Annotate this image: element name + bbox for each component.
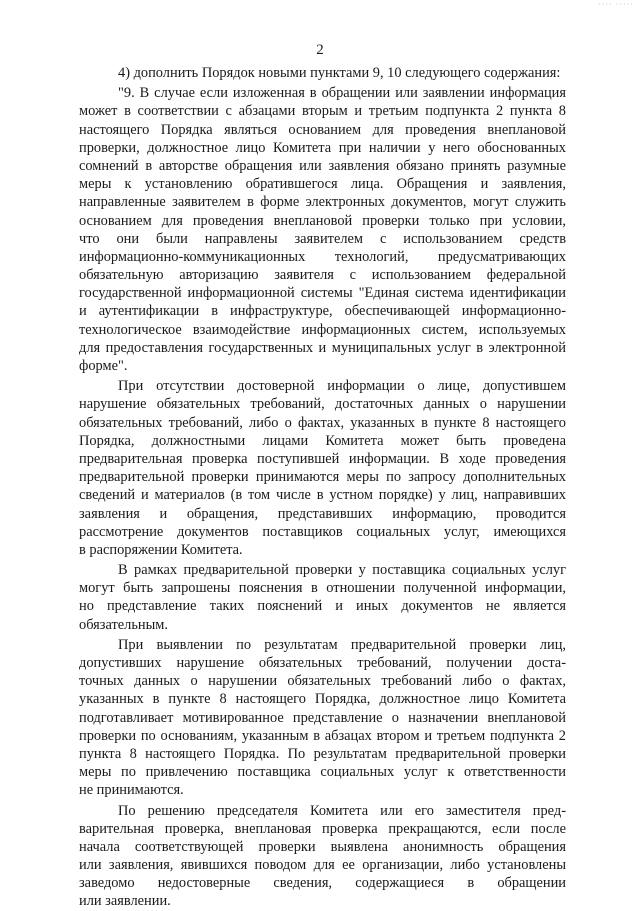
text-line: допустивших нарушение обязательных требований, получении доста- [79, 655, 566, 671]
text-line: начала соответствующей проверки выявлена анонимность обращения [79, 838, 566, 855]
paragraph [79, 377, 566, 559]
text-line: могут быть запрошены пояснения в отношении полученной информации, [79, 580, 566, 597]
text-line: или заявления, явившихся поводом для ее организации, либо установлены [79, 857, 566, 874]
text-line: предварительная проверка поступившей информации. В ходе проведения [79, 450, 566, 467]
text-line: настоящего Порядка являться основанием для проведения внеплановой [79, 121, 566, 138]
text-line: меры к установлению обратившегося лица. Обращения и заявления, [79, 176, 566, 193]
page-number: 2 [316, 42, 324, 58]
text-line: заявления и обращения, представивших информацию, проводится [79, 505, 566, 522]
text-line: проверки, должностное лицо Комитета при наличии у него обоснованных [79, 139, 566, 156]
text-line: для предоставления государственных и муниципальных услуг в электронной [79, 339, 566, 356]
text-line: информационно-коммуникационных технологий, предусматривающих [79, 248, 566, 265]
text-line: пункта 8 настоящего Порядка. По результатам предварительной проверки [79, 745, 566, 762]
text-line: "9. В случае если изложенная в обращении или заявлении информация [118, 85, 566, 102]
corner-mark: ···· ····· [598, 0, 634, 9]
text-line: предварительной проверки принимаются меры по запросу дополнительных [79, 469, 566, 486]
text-line: В рамках предварительной проверки у поставщика социальных услуг [118, 562, 566, 579]
text-line: и аутентификации в инфраструктуре, обеспечивающей информационно- [79, 303, 566, 320]
text-line: основанием для проведения внеплановой проверки только при условии, [79, 212, 566, 229]
text-line: государственной информационной системы "Единая система идентификации [79, 285, 566, 302]
text-line: обязательных требований, либо о фактах, указанных в пункте 8 настоящего [79, 414, 566, 431]
text-line: Порядка, должностными лицами Комитета может быть проведена [79, 432, 566, 449]
text-line: в распоряжении Комитета. [79, 541, 243, 558]
paragraph [79, 64, 566, 82]
text-line: может в соответствии с абзацами вторым и третьим подпункта 2 пункта 8 [79, 103, 566, 120]
text-line: нарушение обязательных требований, достаточных данных о нарушении [79, 396, 566, 413]
text-line: форме". [79, 358, 128, 374]
paragraph [79, 561, 566, 634]
text-line: варительная проверка, внеплановая проверка прекращаются, если после [79, 820, 566, 837]
text-line: указанных в пункте 8 настоящего Порядка, должностное лицо Комитета [79, 691, 566, 708]
document-body [79, 64, 566, 911]
text-line: обязательную авторизацию заявителя с использованием федеральной [79, 267, 566, 284]
text-line: сведений и материалов (в том числе в устном порядке) у лиц, направивших [79, 487, 566, 504]
text-line: обязательным. [79, 616, 168, 633]
text-line: точных данных о нарушении обязательных требований либо о фактах, [79, 673, 566, 690]
text-line: направленные заявителем в форме электронных документов, могут служить [79, 194, 566, 211]
text-line: не принимаются. [79, 782, 184, 799]
text-line: При выявлении по результатам предварительной проверки лиц, [118, 636, 566, 653]
text-line: 4) дополнить Порядок новыми пунктами 9, 10 следующего содержания: [118, 65, 561, 81]
text-line: но представление таких пояснений и иных документов не является [79, 598, 566, 615]
paragraph [79, 802, 566, 911]
text-line: подготавливает мотивированное представление о назначении внеплановой [79, 709, 566, 726]
text-line: рассмотрение документов поставщиков социальных услуг, имеющихся [79, 523, 566, 540]
text-line: По решению председателя Комитета или его заместителя пред- [118, 802, 566, 819]
text-line: или заявлении. [79, 893, 171, 910]
text-line: сомнений в авторстве обращения или заявления обязано принять разумные [79, 157, 566, 174]
text-line: технологическое взаимодействие информационных систем, используемых [79, 321, 566, 338]
text-line: меры по привлечению поставщика социальных услуг к ответственности [79, 764, 566, 781]
paragraph [79, 636, 566, 800]
text-line: что они были направлены заявителем с использованием средств [79, 230, 566, 247]
text-line: При отсутствии достоверной информации о лице, допустившем [118, 378, 566, 395]
paragraph [79, 84, 566, 375]
text-line: проверки по основаниям, указанным в абзацах втором и третьем подпункта 2 [79, 727, 566, 744]
text-line: заведомо недостоверные сведения, содержащиеся в обращении [79, 875, 566, 892]
